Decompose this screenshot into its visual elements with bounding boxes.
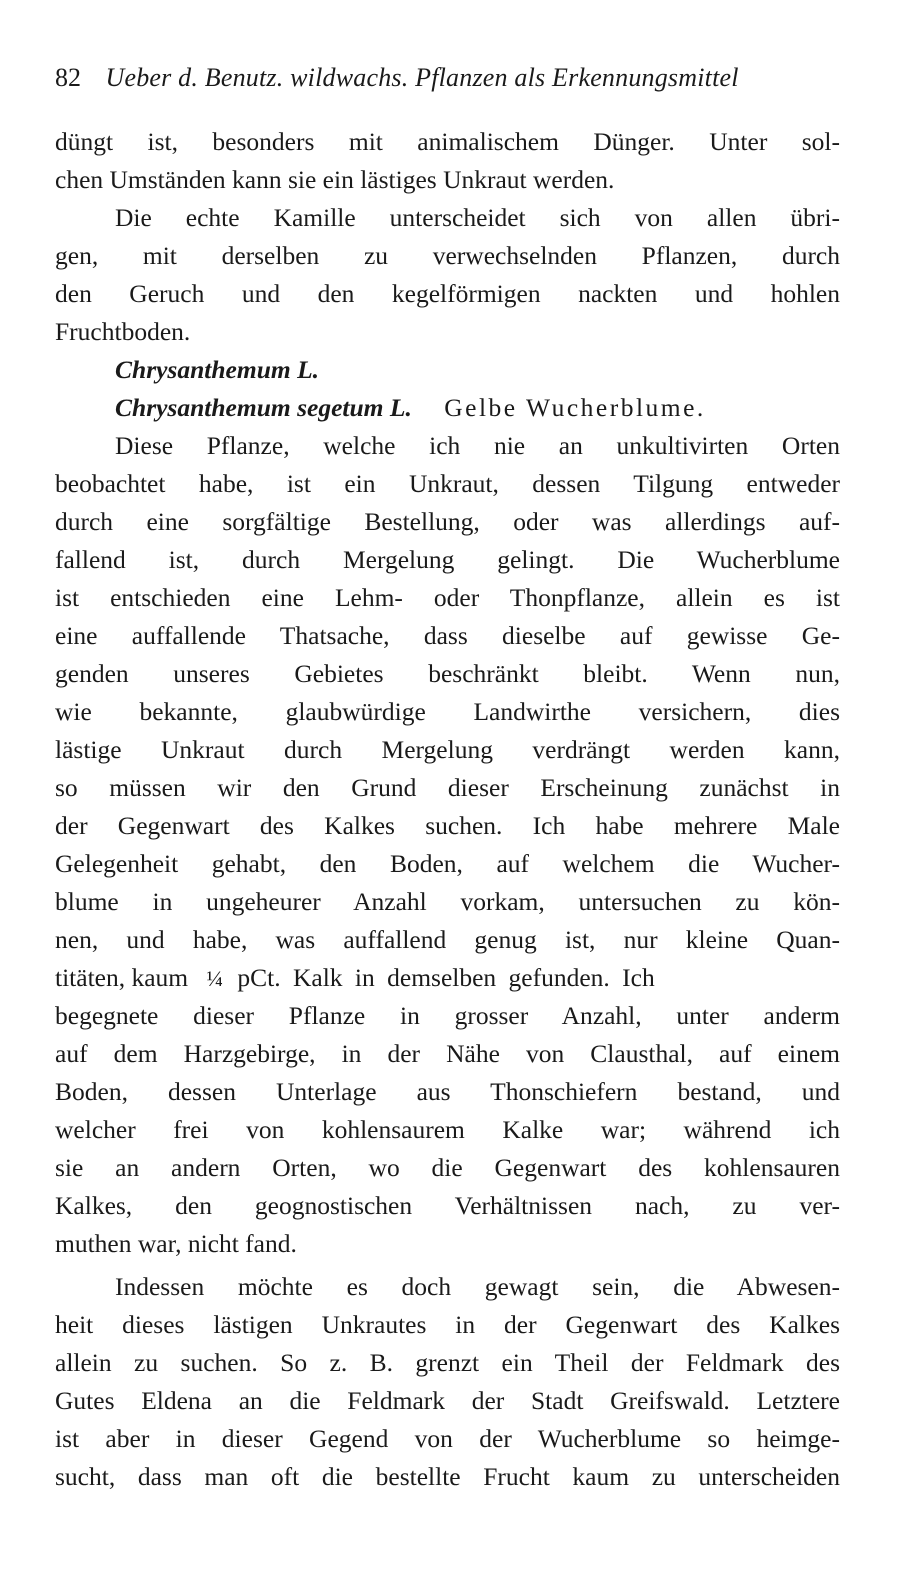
text-line: auf dem Harzgebirge, in der Nähe von Clausthal, auf einem xyxy=(55,1039,840,1068)
text-line: Gutes Eldena an die Feldmark der Stadt Greifswald. Letztere xyxy=(55,1386,840,1415)
text-segment: pCt. Kalk in demselben gefunden. Ich xyxy=(237,963,655,992)
page-number: 82 xyxy=(55,63,81,92)
text-line: Indessen möchte es doch gewagt sein, die Abwesen- xyxy=(115,1272,840,1301)
text-line: heit dieses lästigen Unkrautes in der Gegenwart des Kalkes xyxy=(55,1310,840,1339)
text-line: welcher frei von kohlensaurem Kalke war; während ich xyxy=(55,1115,840,1144)
fraction-quarter: ¼ xyxy=(206,966,224,991)
text-line: blume in ungeheurer Anzahl vorkam, untersuchen zu kön- xyxy=(55,887,840,916)
text-line: Gelegenheit gehabt, den Boden, auf welchem die Wucher- xyxy=(55,849,840,878)
text-line: ist entschieden eine Lehm- oder Thonpflanze, allein es ist xyxy=(55,583,840,612)
text-line: wie bekannte, glaubwürdige Landwirthe versichern, dies xyxy=(55,697,840,726)
text-line: genden unseres Gebietes beschränkt bleibt. Wenn nun, xyxy=(55,659,840,688)
running-head xyxy=(55,58,845,98)
text-line: so müssen wir den Grund dieser Erscheinung zunächst in xyxy=(55,773,840,802)
text-line: den Geruch und den kegelförmigen nackten und hohlen xyxy=(55,279,840,308)
text-line: Fruchtboden. xyxy=(55,317,191,346)
common-name: Gelbe Wucherblume. xyxy=(444,393,706,422)
species-heading xyxy=(115,389,840,427)
text-line: sucht, dass man oft die bestellte Frucht kaum zu unterscheiden xyxy=(55,1462,840,1491)
text-line: beobachtet habe, ist ein Unkraut, dessen Tilgung entweder xyxy=(55,469,840,498)
text-line: gen, mit derselben zu verwechselnden Pflanzen, durch xyxy=(55,241,840,270)
text-line: chen Umständen kann sie ein lästiges Unkraut werden. xyxy=(55,165,615,194)
text-line: durch eine sorgfältige Bestellung, oder was allerdings auf- xyxy=(55,507,840,536)
text-segment: titäten, kaum xyxy=(55,963,189,992)
text-line: der Gegenwart des Kalkes suchen. Ich habe mehrere Male xyxy=(55,811,840,840)
text-line: Die echte Kamille unterscheidet sich von allen übri- xyxy=(115,203,840,232)
text-line: muthen war, nicht fand. xyxy=(55,1229,297,1258)
genus-heading: Chrysanthemum L. xyxy=(115,355,320,384)
text-line: eine auffallende Thatsache, dass dieselbe auf gewisse Ge- xyxy=(55,621,840,650)
text-line: allein zu suchen. So z. B. grenzt ein Theil der Feldmark des xyxy=(55,1348,840,1377)
text-line: Boden, dessen Unterlage aus Thonschiefern bestand, und xyxy=(55,1077,840,1106)
text-line: nen, und habe, was auffallend genug ist, nur kleine Quan- xyxy=(55,925,840,954)
species-name: Chrysanthemum segetum L. xyxy=(115,393,412,422)
text-line: sie an andern Orten, wo die Gegenwart des kohlensauren xyxy=(55,1153,840,1182)
text-line: ist aber in dieser Gegend von der Wucherblume so heimge- xyxy=(55,1424,840,1453)
running-title: Ueber d. Benutz. wildwachs. Pflanzen als Erkennungsmittel xyxy=(105,63,739,92)
text-line: Diese Pflanze, welche ich nie an unkultivirten Orten xyxy=(115,431,840,460)
text-line: begegnete dieser Pflanze in grosser Anzahl, unter anderm xyxy=(55,1001,840,1030)
text-line: lästige Unkraut durch Mergelung verdrängt werden kann, xyxy=(55,735,840,764)
text-line: Kalkes, den geognostischen Verhältnissen nach, zu ver- xyxy=(55,1191,840,1220)
text-line: fallend ist, durch Mergelung gelingt. Die Wucherblume xyxy=(55,545,840,574)
text-line: düngt ist, besonders mit animalischem Dünger. Unter sol- xyxy=(55,127,840,156)
text-line-with-fraction xyxy=(55,959,840,997)
